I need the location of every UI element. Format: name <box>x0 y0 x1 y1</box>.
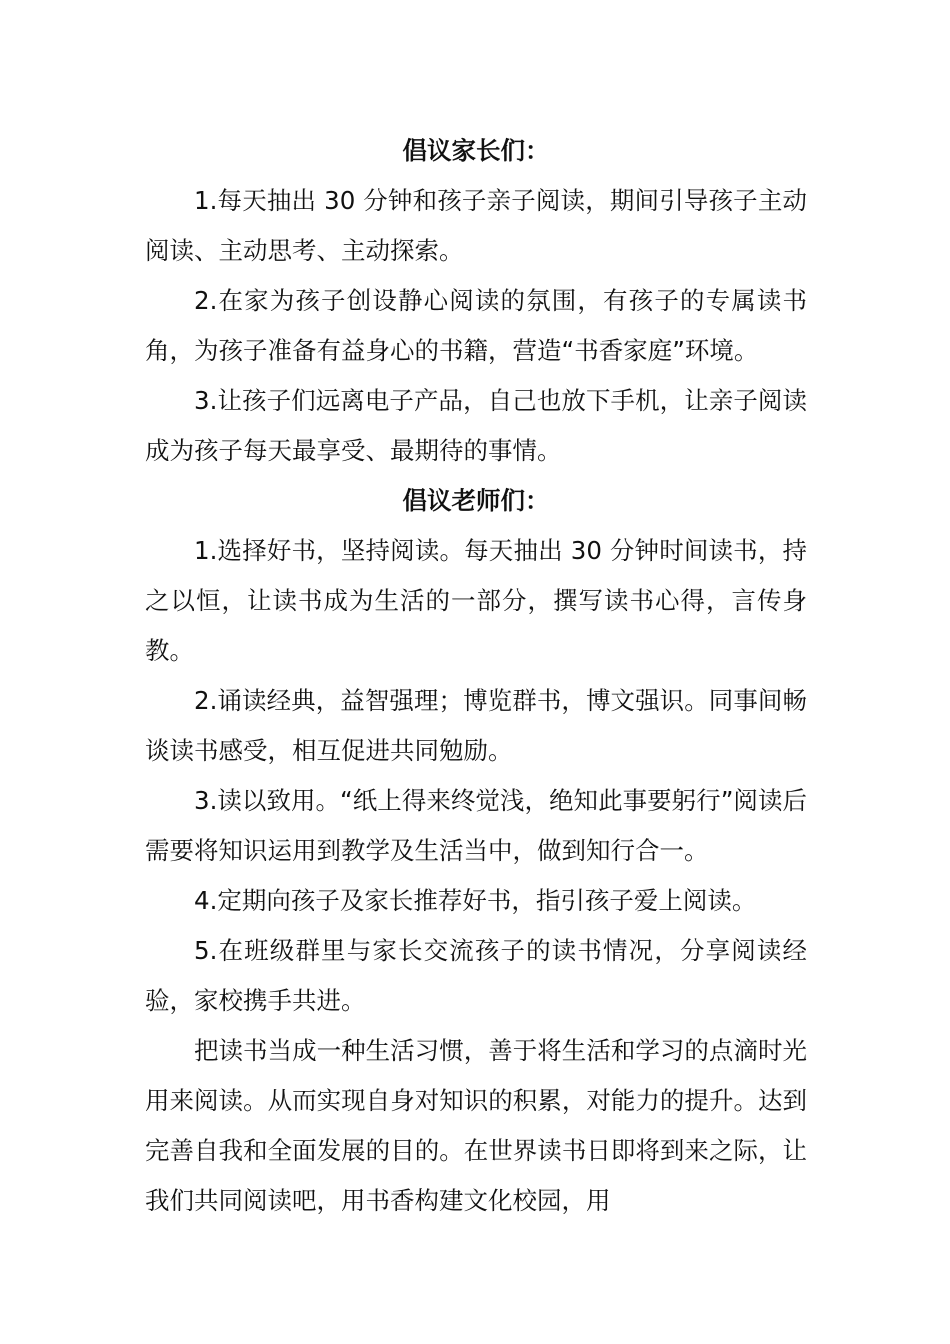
parents-heading: 倡议家长们： <box>402 136 550 165</box>
teachers-item-1: 1.选择好书，坚持阅读。每天抽出 30 分钟时间读书，持之以恒，让读书成为生活的一部分，撰写读书心得，言传身教。 <box>145 536 807 665</box>
teachers-item-5: 5.在班级群里与家长交流孩子的读书情况，分享阅读经验，家校携手共进。 <box>145 936 807 1015</box>
teachers-item-4: 4.定期向孩子及家长推荐好书，指引孩子爱上阅读。 <box>194 886 757 915</box>
parents-item-1: 1.每天抽出 30 分钟和孩子亲子阅读，期间引导孩子主动阅读、主动思考、主动探索。 <box>145 186 807 265</box>
teachers-item-2: 2.诵读经典，益智强理；博览群书，博文强识。同事间畅谈读书感受，相互促进共同勉励。 <box>145 686 807 765</box>
document-body <box>145 126 807 1226</box>
teachers-item-3: 3.读以致用。“纸上得来终觉浅，绝知此事要躬行”阅读后需要将知识运用到教学及生活当中，做到知行合一。 <box>145 786 807 865</box>
closing-paragraph: 把读书当成一种生活习惯，善于将生活和学习的点滴时光用来阅读。从而实现自身对知识的积累，对能力的提升。达到完善自我和全面发展的目的。在世界读书日即将到来之际，让我们共同阅读吧，用书香构建文化校园，用 <box>145 1036 807 1215</box>
parents-item-3: 3.让孩子们远离电子产品，自己也放下手机，让亲子阅读成为孩子每天最享受、最期待的事情。 <box>145 386 807 465</box>
parents-item-2: 2.在家为孩子创设静心阅读的氛围，有孩子的专属读书角，为孩子准备有益身心的书籍，营造“书香家庭”环境。 <box>145 286 807 365</box>
teachers-heading: 倡议老师们： <box>402 486 550 515</box>
